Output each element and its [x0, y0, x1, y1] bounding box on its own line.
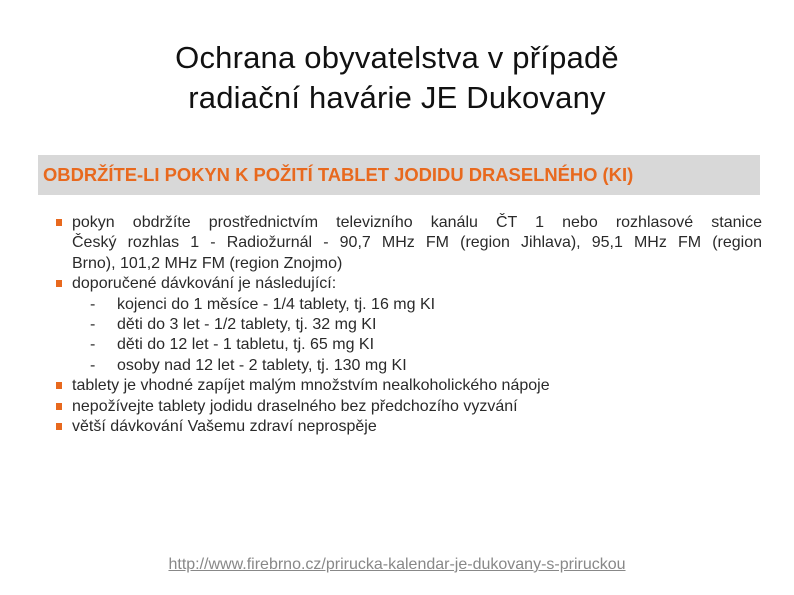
list-item-text-line: pokyn obdržíte prostřednictvím televizního kanálu ČT 1 nebo rozhlasové stanice: [72, 214, 762, 231]
list-item-text: doporučené dávkování je následující:: [72, 275, 337, 293]
dosage-item: [56, 295, 762, 315]
list-item-text: tablety je vhodné zapíjet malým množstvím nealkoholického nápoje: [72, 377, 550, 395]
list-item: [56, 213, 762, 274]
dosage-item: [56, 315, 762, 335]
list-item-text: větší dávkování Vašemu zdraví neprospěje: [72, 418, 377, 436]
dash-bullet-icon: -: [90, 336, 96, 354]
section-banner: [38, 155, 760, 195]
source-link[interactable]: http://www.firebrno.cz/prirucka-kalendar-je-dukovany-s-priruckou: [168, 556, 626, 573]
list-item: [56, 417, 762, 437]
dosage-item: [56, 356, 762, 376]
page-title-line-1: Ochrana obyvatelstva v případě: [175, 40, 619, 75]
dash-bullet-icon: -: [90, 316, 96, 334]
list-item: [56, 376, 762, 396]
dosage-item-text: děti do 12 let - 1 tabletu, tj. 65 mg KI: [117, 336, 375, 354]
dosage-item-text: osoby nad 12 let - 2 tablety, tj. 130 mg KI: [117, 356, 407, 374]
list-item: [56, 397, 762, 417]
dosage-item: [56, 335, 762, 355]
dosage-item-text: děti do 3 let - 1/2 tablety, tj. 32 mg KI: [117, 316, 377, 334]
list-item-text: nepožívejte tablety jodidu draselného bez předchozího vyzvání: [72, 397, 518, 415]
square-bullet-icon: [56, 423, 62, 430]
instruction-list: [56, 213, 762, 437]
list-item-text-line: Brno), 101,2 MHz FM (region Znojmo): [72, 254, 343, 272]
page-title: [0, 38, 794, 118]
square-bullet-icon: [56, 280, 62, 287]
square-bullet-icon: [56, 219, 62, 226]
square-bullet-icon: [56, 382, 62, 389]
list-item: [56, 274, 762, 294]
page-title-line-2: radiační havárie JE Dukovany: [188, 80, 606, 115]
dosage-item-text: kojenci do 1 měsíce - 1/4 tablety, tj. 16 mg KI: [117, 295, 436, 313]
list-item-text-line: Český rozhlas 1 - Radiožurnál - 90,7 MHz FM (region Jihlava), 95,1 MHz FM (region: [72, 234, 762, 252]
dash-bullet-icon: -: [90, 356, 96, 374]
section-banner-text: OBDRŽÍTE-LI POKYN K POŽITÍ TABLET JODIDU DRASELNÉHO (KI): [43, 164, 634, 185]
dash-bullet-icon: -: [90, 295, 96, 313]
square-bullet-icon: [56, 403, 62, 410]
